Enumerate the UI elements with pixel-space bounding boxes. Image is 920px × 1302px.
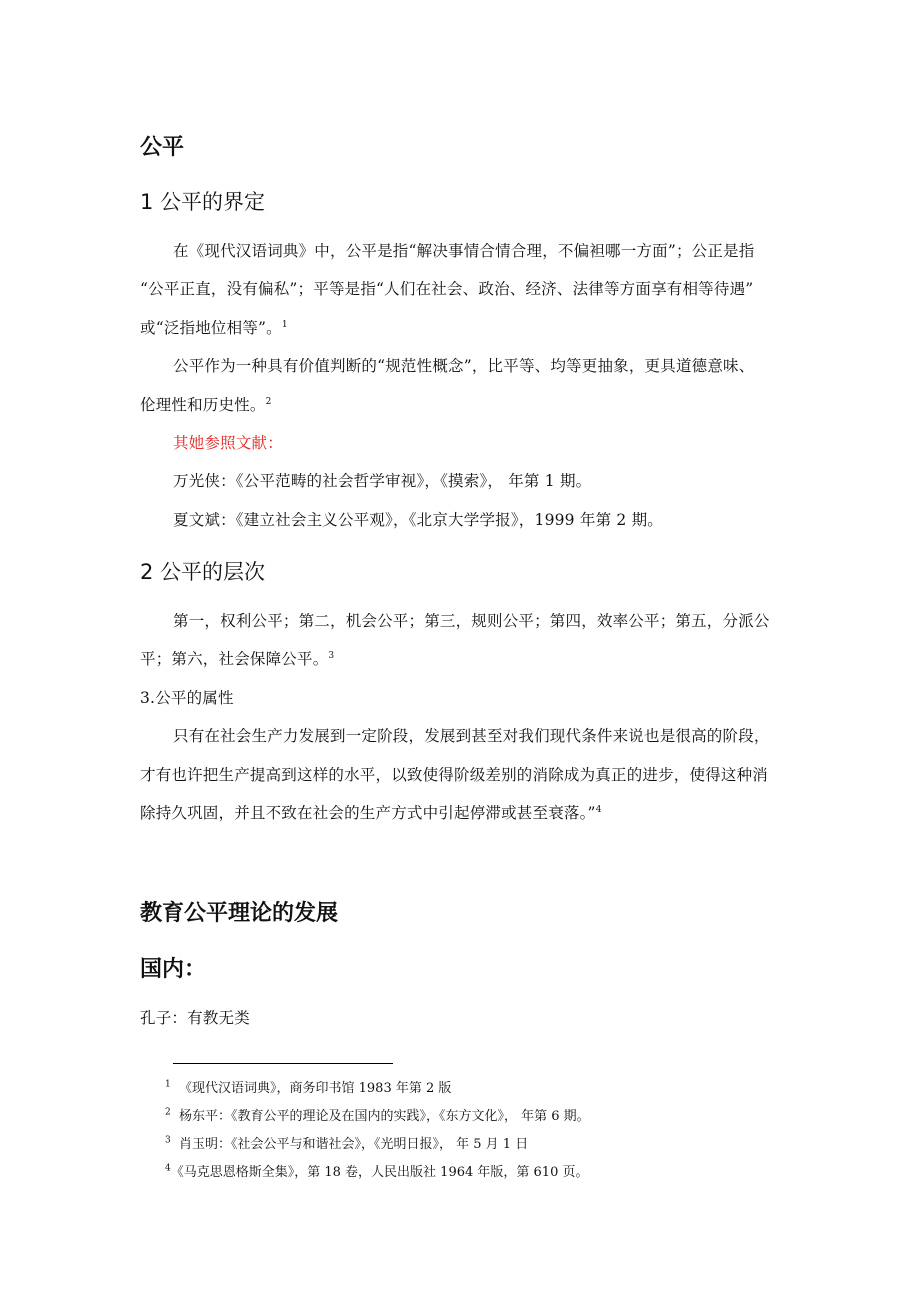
footnote-1: $^1$ 《现代汉语词典》，商务印书馆 1983 年第 2 版 xyxy=(165,1079,452,1096)
footnote-3: $^3$ 肖玉明：《社会公平与和谐社会》，《光明日报》， 年 5 月 1 日 xyxy=(165,1135,529,1152)
page-title: 公平 xyxy=(140,135,185,160)
paragraph-3-line-2: 平；第六，社会保障公平。$^3$ xyxy=(140,650,335,668)
paragraph-1-line-1: 在《现代汉语词典》中，公平是指“解决事情合情合理，不偏袒哪一方面”；公正是指 xyxy=(173,242,755,260)
domestic-line: 孔子：有教无类 xyxy=(140,1009,250,1027)
footnote-ref-2[interactable]: 2 xyxy=(265,396,272,407)
section-heading-2: 2 公平的层次 xyxy=(140,560,266,584)
paragraph-2-line-1: 公平作为一种具有价值判断的“规范性概念”，比平等、均等更抽象，更具道德意味、 xyxy=(173,357,755,375)
footnote-4: $^4$《马克思恩格斯全集》，第 18 卷，人民出版社 1964 年版，第 610 页。 xyxy=(165,1163,589,1180)
footnote-ref-3[interactable]: 3 xyxy=(328,650,335,661)
references-label: 其她参照文献： xyxy=(173,434,283,452)
paragraph-1-line-2: “公平正直，没有偏私”；平等是指“人们在社会、政治、经济、法律等方面享有相等待遇” xyxy=(140,280,754,298)
footnote-ref-4[interactable]: 4 xyxy=(595,804,602,815)
section-heading-1: 1 公平的界定 xyxy=(140,190,266,214)
paragraph-4-line-3: 除持久巩固，并且不致在社会的生产方式中引起停滞或甚至衰落。”$^4$ xyxy=(140,804,602,822)
paragraph-2-line-2: 伦理性和历史性。$^2$ xyxy=(140,396,272,414)
domestic-heading: 国内： xyxy=(140,957,207,982)
paragraph-4-line-2: 才有也许把生产提高到这样的水平，以致使得阶级差别的消除成为真正的进步，使得这种消 xyxy=(140,766,769,784)
section-title-education: 教育公平理论的发展 xyxy=(140,901,339,926)
reference-item-1: 万光侠：《公平范畴的社会哲学审视》，《摸索》， 年第 1 期。 xyxy=(173,472,592,490)
footnote-2: $^2$ 杨东平：《教育公平的理论及在国内的实践》，《东方文化》， 年第 6 期。 xyxy=(165,1107,590,1124)
paragraph-4-line-1: 只有在社会生产力发展到一定阶段，发展到甚至对我们现代条件来说也是很高的阶段， xyxy=(173,727,770,745)
section-heading-3: 3.公平的属性 xyxy=(140,689,234,707)
footnote-divider xyxy=(173,1063,393,1064)
reference-item-2: 夏文斌：《建立社会主义公平观》，《北京大学学报》，1999 年第 2 期。 xyxy=(173,511,663,529)
footnote-ref-1[interactable]: 1 xyxy=(281,319,288,330)
paragraph-1-line-3: 或“泛指地位相等”。$^1$ xyxy=(140,319,288,337)
paragraph-3-line-1: 第一，权利公平；第二，机会公平；第三，规则公平；第四，效率公平；第五，分派公 xyxy=(173,612,770,630)
